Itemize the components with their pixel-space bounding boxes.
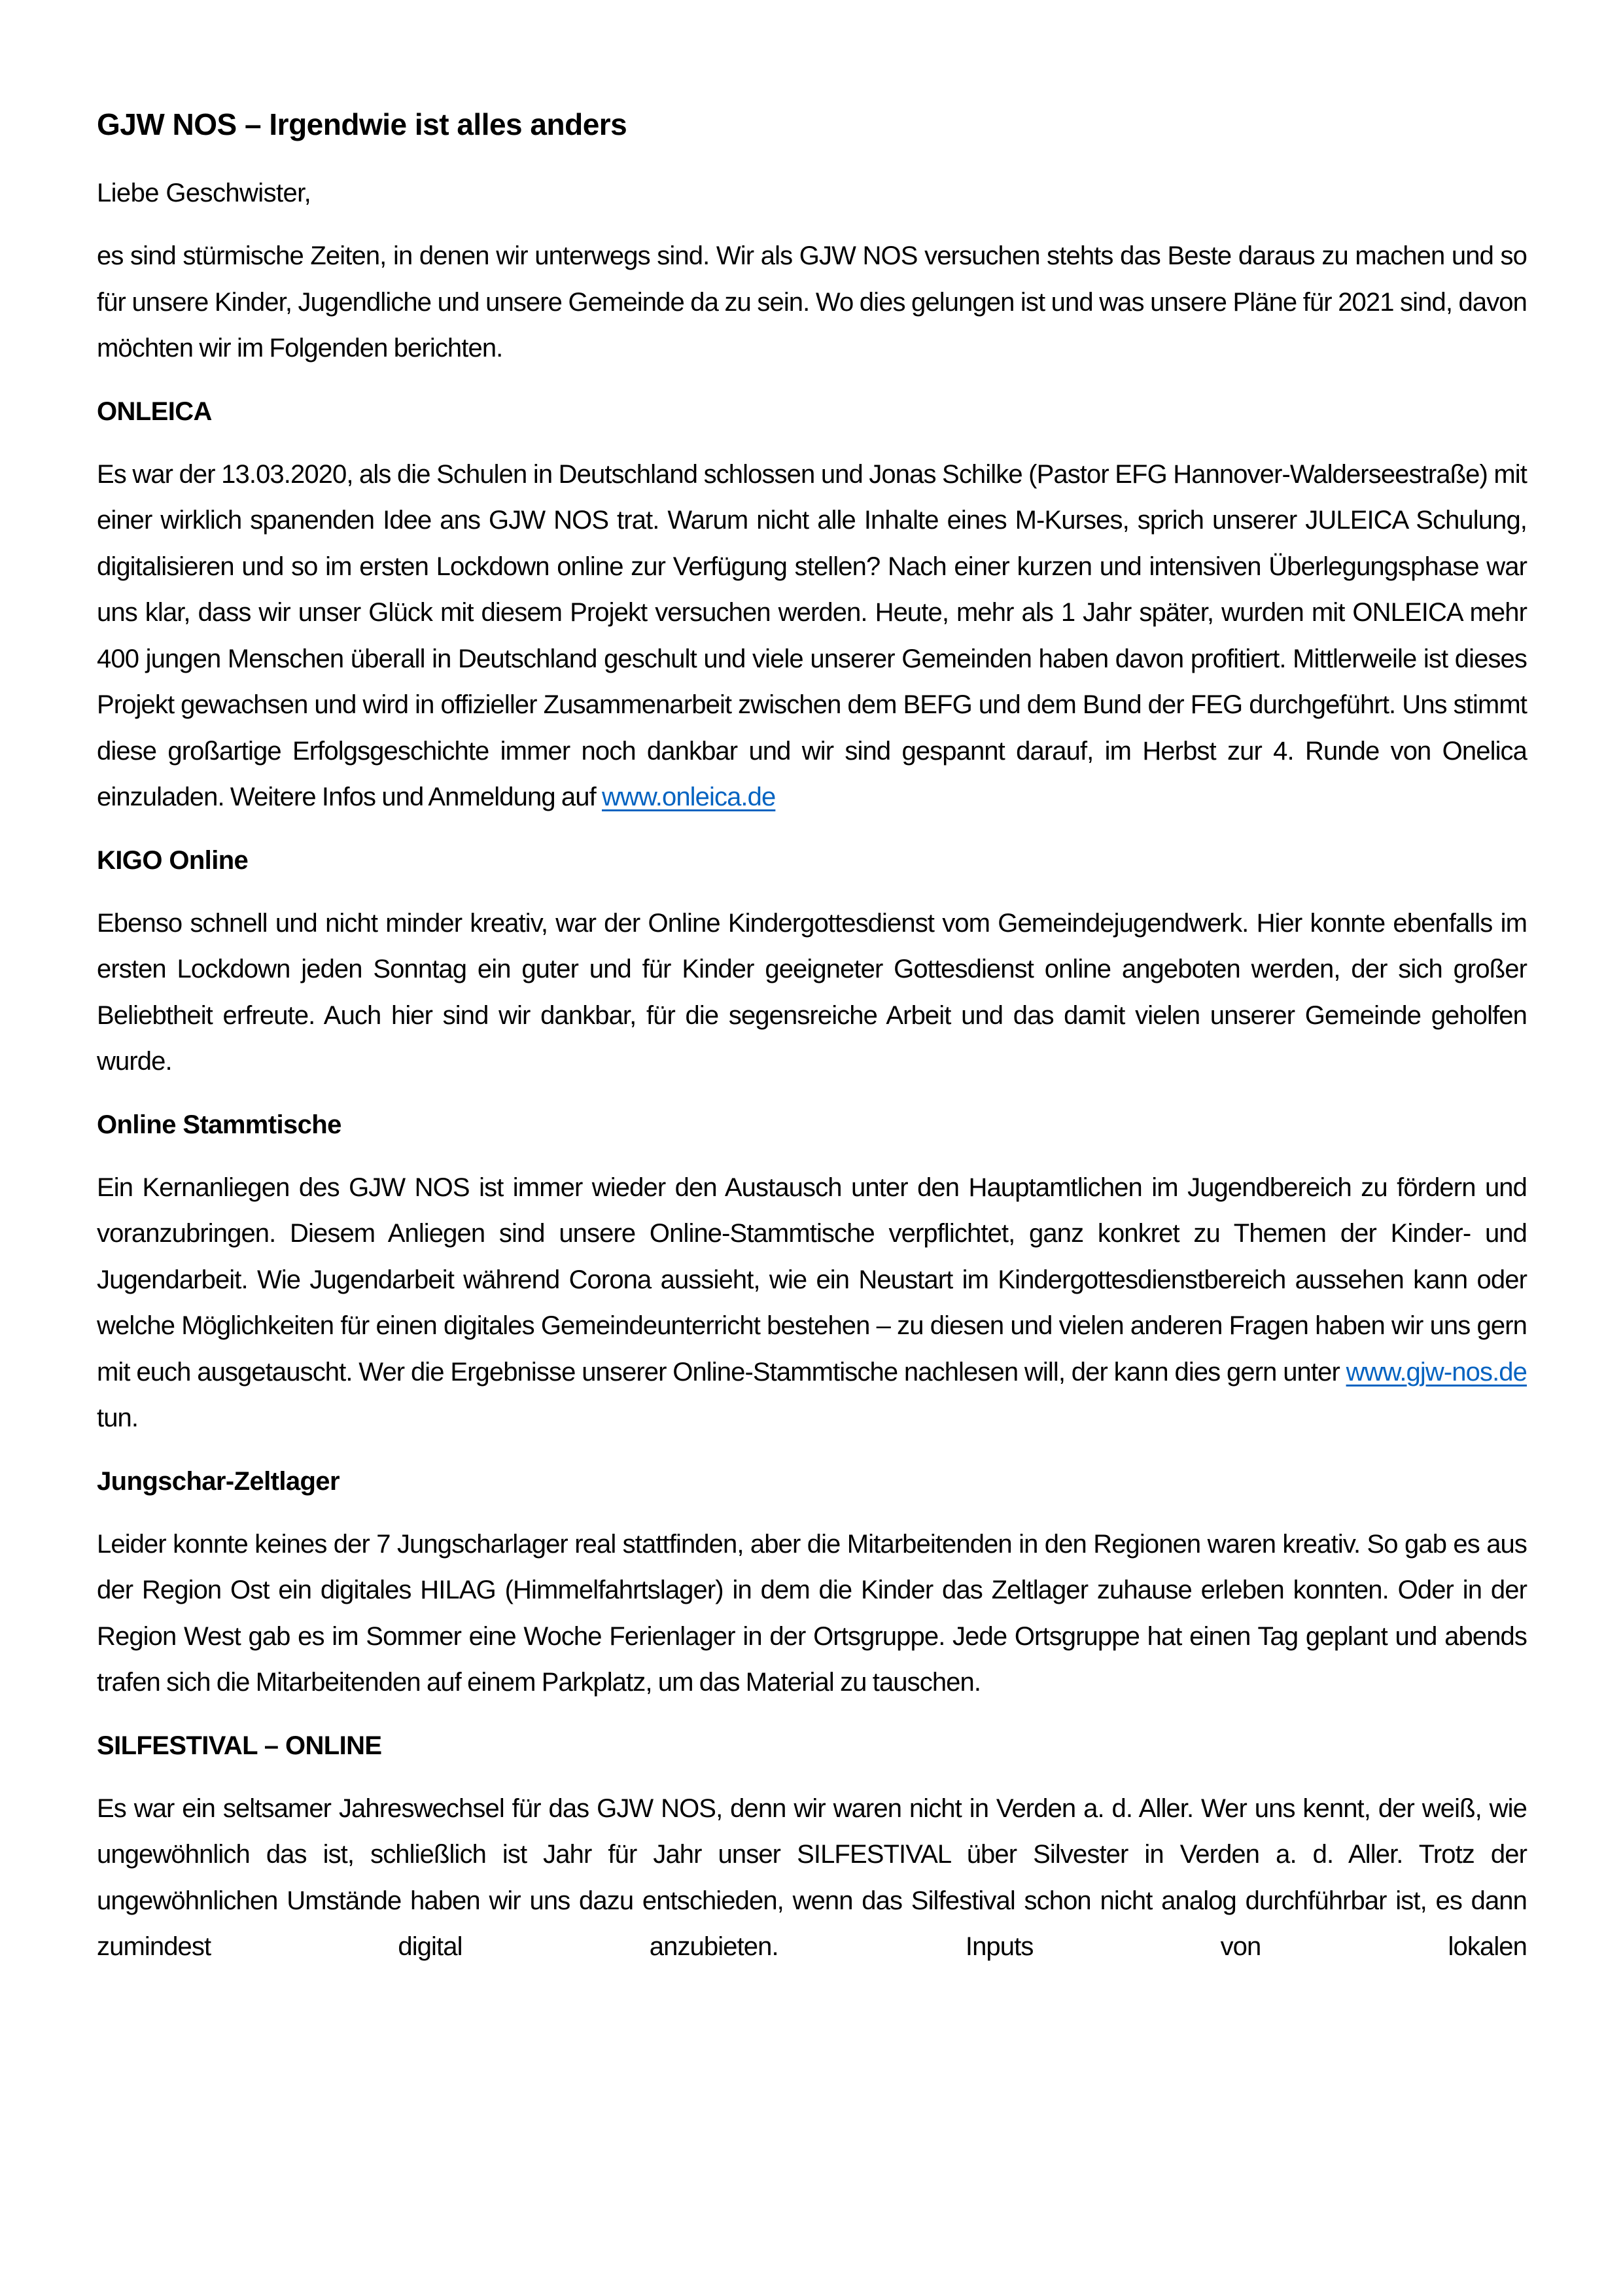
section-heading: Online Stammtische — [97, 1110, 341, 1139]
gjw-nos-link[interactable]: www.gjw-nos.de — [1346, 1357, 1527, 1386]
section-jungschar-zeltlager — [97, 1458, 1527, 1706]
section-heading: KIGO Online — [97, 845, 249, 875]
paragraph-text: Ein Kernanliegen des GJW NOS ist immer wieder den Austausch unter den Hauptamtlichen im Jugendbereich zu fördern und voranzubringen. Diesem Anliegen sind unsere Online-Stammtische verpflichtet, ganz konkret zu Themen der Kinder- und Jugendarbeit. Wie Jugendarbeit während Corona aussieht, wie ein Neustart im Kindergottesdienstbereich aussehen kann oder welche Möglichkeiten für einen digitales Gemeindeunterricht bestehen – zu diesen und vielen anderen Fragen haben wir uns gern mit euch ausgetauscht. Wer die Ergebnisse unserer Online-Stammtische nachlesen will, der kann dies gern unter — [97, 1173, 1527, 1386]
section-heading: Jungschar-Zeltlager — [97, 1466, 340, 1496]
section-paragraph — [97, 451, 1527, 821]
paragraph-text-after-link: tun. — [97, 1404, 139, 1432]
section-kigo-online — [97, 838, 1527, 1085]
section-paragraph: Ebenso schnell und nicht minder kreativ, war der Online Kindergottesdienst vom Gemeindejugendwerk. Hier konnte ebenfalls im ersten Lockdown jeden Sonntag ein guter und für Kinder geeigneter Gottesdienst online angeboten werden, der sich großer Beliebtheit erfreute. Auch hier sind wir dankbar, für die segensreiche Arbeit und das damit vielen unserer Gemeinde geholfen wurde. — [97, 908, 1527, 1076]
section-heading: ONLEICA — [97, 397, 212, 426]
section-paragraph — [97, 1165, 1527, 1441]
intro-paragraph: es sind stürmische Zeiten, in denen wir unterwegs sind. Wir als GJW NOS versuchen stehts das Beste daraus zu machen und so für unsere Kinder, Jugendliche und unsere Gemeinde da zu sein. Wo dies gelungen ist und was unsere Pläne für 2021 sind, davon möchten wir im Folgenden berichten. — [97, 241, 1527, 362]
paragraph-text: Es war der 13.03.2020, als die Schulen in Deutschland schlossen und Jonas Schilke (Pastor EFG Hannover-Walderseestraße) mit einer wirklich spanenden Idee ans GJW NOS trat. Warum nicht alle Inhalte eines M-Kurses, sprich unserer JULEICA Schulung, digitalisieren und so im ersten Lockdown online zur Verfügung stellen? Nach einer kurzen und intensiven Überlegungsphase war uns klar, dass wir unser Glück mit diesem Projekt versuchen werden. Heute, mehr als 1 Jahr später, wurden mit ONLEICA mehr 400 jungen Menschen überall in Deutschland geschult und viele unserer Gemeinden haben davon profitiert. Mittlerweile ist dieses Projekt gewachsen und wird in offizieller Zusammenarbeit zwischen dem BEFG und dem Bund der FEG durchgeführt. Uns stimmt diese großartige Erfolgsgeschichte immer noch dankbar und wir sind gespannt darauf, im Herbst zur 4. Runde von Onelica einzuladen. Weitere Infos und Anmeldung auf — [97, 459, 1527, 811]
document-title: GJW NOS – Irgendwie ist alles anders — [97, 107, 627, 141]
section-silfestival-online — [97, 1723, 1527, 1970]
section-paragraph: Leider konnte keines der 7 Jungscharlager real stattfinden, aber die Mitarbeitenden in den Regionen waren kreativ. So gab es aus der Region Ost ein digitales HILAG (Himmelfahrtslager) in dem die Kinder das Zeltlager zuhause erleben konnten. Oder in der Region West gab es im Sommer eine Woche Ferienlager in der Ortsgruppe. Jede Ortsgruppe hat einen Tag geplant und abends trafen sich die Mitarbeitenden auf einem Parkplatz, um das Material zu tauschen. — [97, 1529, 1527, 1697]
section-onleica — [97, 389, 1527, 821]
salutation: Liebe Geschwister, — [97, 179, 311, 207]
section-online-stammtische — [97, 1102, 1527, 1441]
onleica-link[interactable]: www.onleica.de — [602, 783, 776, 811]
document-page — [97, 98, 1527, 1987]
section-heading: SILFESTIVAL – ONLINE — [97, 1731, 382, 1760]
section-paragraph: Es war ein seltsamer Jahreswechsel für das GJW NOS, denn wir waren nicht in Verden a. d. Aller. Wer uns kennt, der weiß, wie ungewöhnlich das ist, schließlich ist Jahr für Jahr unser SILFESTIVAL über Silvester in Verden a. d. Aller. Trotz der ungewöhnlichen Umstände haben wir uns dazu entschieden, wenn das Silfestival schon nicht analog durchführbar ist, es dann zumindest digital anzubieten. Inputs von lokalen — [97, 1793, 1527, 1961]
